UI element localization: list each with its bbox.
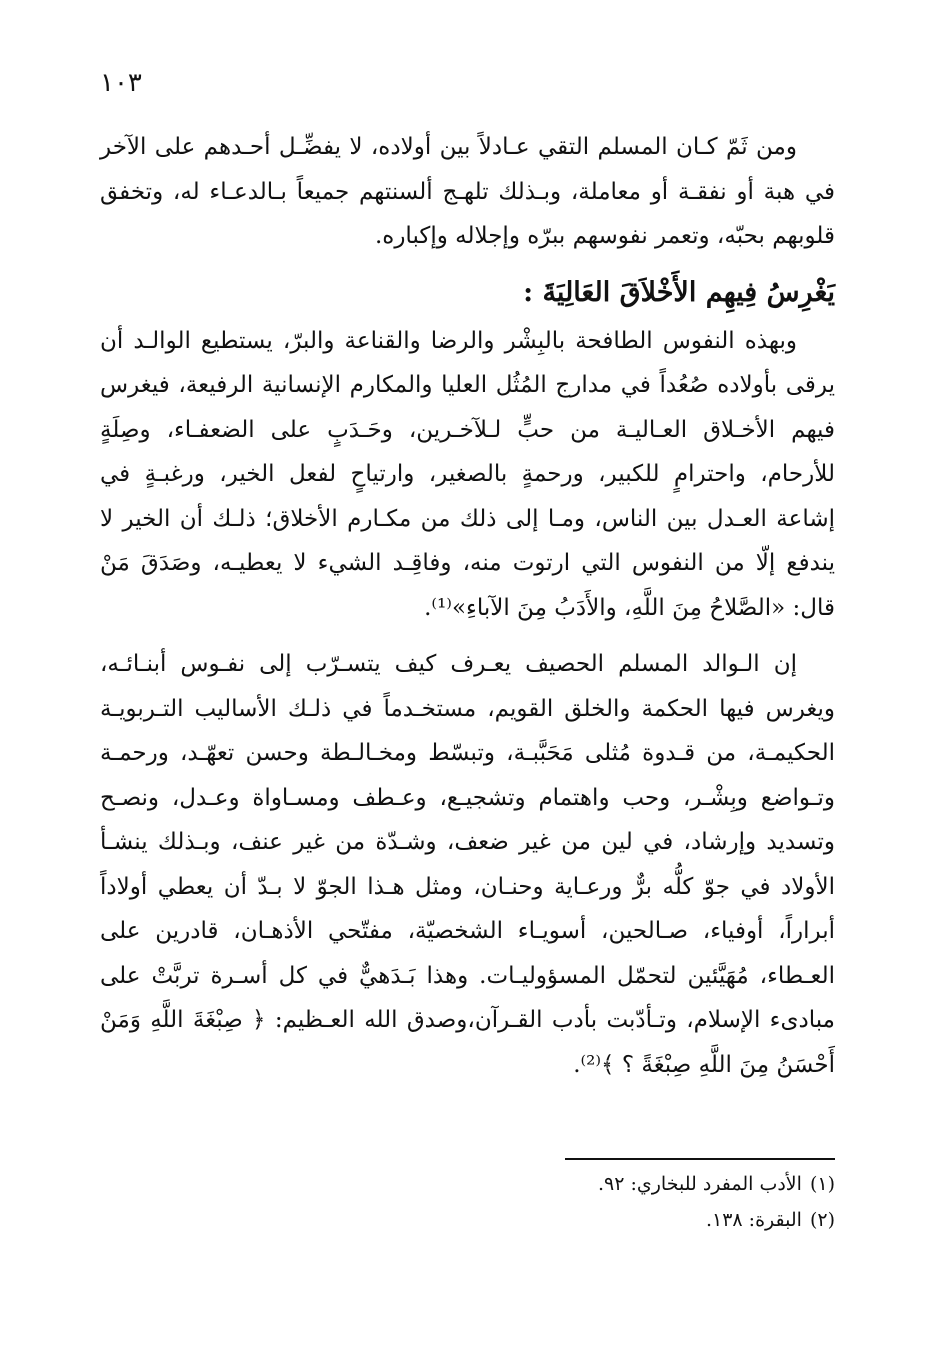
footnote-1 [100,1166,835,1202]
section-heading: يَغْرِسُ فِيهِم الأَخْلاَقَ العَالِيَةَ : [523,276,835,308]
paragraph-1: ومن ثَمّ كـان المسلم التقي عـادلاً بين أولاده، لا يفضِّـل أحـدهم على الآخر في هبة أو نفقـة أو معاملة، وبـذلك تلهـج ألسنتهم جميعاً بـالدعـاء له، وتخفق قلوبهم بحبّه، وتعمر نفوسهم ببرّه وإجلاله وإكباره. [100,134,835,249]
footnote-divider [565,1158,835,1160]
footnote-number: (١) [809,1173,835,1195]
footnote-text: الأدب المفرد للبخاري: ٩٢. [597,1173,802,1195]
footnote-2 [100,1202,835,1238]
footnotes [100,1158,835,1238]
paragraph-3: إن الـوالد المسلم الحصيف يعـرف كيف يتسـرّب إلى نفـوس أبنـائـه، ويغرس فيها الحكمة والخلق القويم، مستخـدماً في ذلـك الأساليب التـربويـة الحكيمـة، من قـدوة مُثلى مَحَبَّبـة، وتبسّط ومخـالـطة وحسن تعهّـد، ورحمـة وتـواضع وبِشْـر، وحب واهتمام وتشجيـع، وعـطف ومسـاواة وعـدل، ونصـح وتسديد وإرشاد، في لين من غير ضعف، وشـدّة من غير عنف، وبـذلك ينشـأ الأولاد في جوّ كلُّه برٌّ ورعـاية وحنـان، ومثل هـذا الجوّ لا بـدّ أن يعطي أولاداً أبراراً، أوفياء، صـالحين، أسويـاء الشخصيّة، مفتّحي الأذهـان، قادرين على العـطاء، مُهَيَّئين لتحمّل المسؤوليـات. وهذا بَـدَهيٌّ في كل أسـرة تربَّتْ على مبادىء الإسلام، وتـأدّبت بأدب القـرآن،وصدق الله العـظيم: ﴿ صِبْغَةَ اللَّهِ وَمَنْ أَحْسَنُ مِنَ اللَّهِ صِبْغَةً ؟ ﴾⁽²⁾. [100,651,835,1078]
main-text [100,125,835,1087]
footnote-number: (٢) [809,1209,835,1231]
page-number: ١٠٣ [100,68,142,98]
paragraph-2: وبهذه النفوس الطافحة بالبِشْر والرضا والقناعة والبرّ، يستطيع الوالـد أن يرقى بأولاده صُعُداً في مدارج المُثُل العليا والمكارم الإنسانية الرفيعة، فيغرس فيهم الأخـلاق العـاليـة من حبٍّ لـلآخـرين، وحَـدَبٍ على الضعفـاء، وصِلَةٍ للأرحام، واحترامٍ للكبير، ورحمةٍ بالصغير، وارتياحٍ لفعل الخير، ورغبـةٍ في إشاعة العـدل بين الناس، ومـا إلى ذلك من مكـارم الأخلاق؛ ذلـك أن الخير لا يندفع إلّا من النفوس التي ارتوت منه، وفاقِـد الشيء لا يعطيـه، وصَدَقَ مَنْ قال: «الصَّلاحُ مِنَ اللَّهِ، والأَدَبُ مِنَ الآباءِ»⁽¹⁾. [100,327,835,621]
footnote-text: البقرة: ١٣٨. [705,1209,802,1231]
